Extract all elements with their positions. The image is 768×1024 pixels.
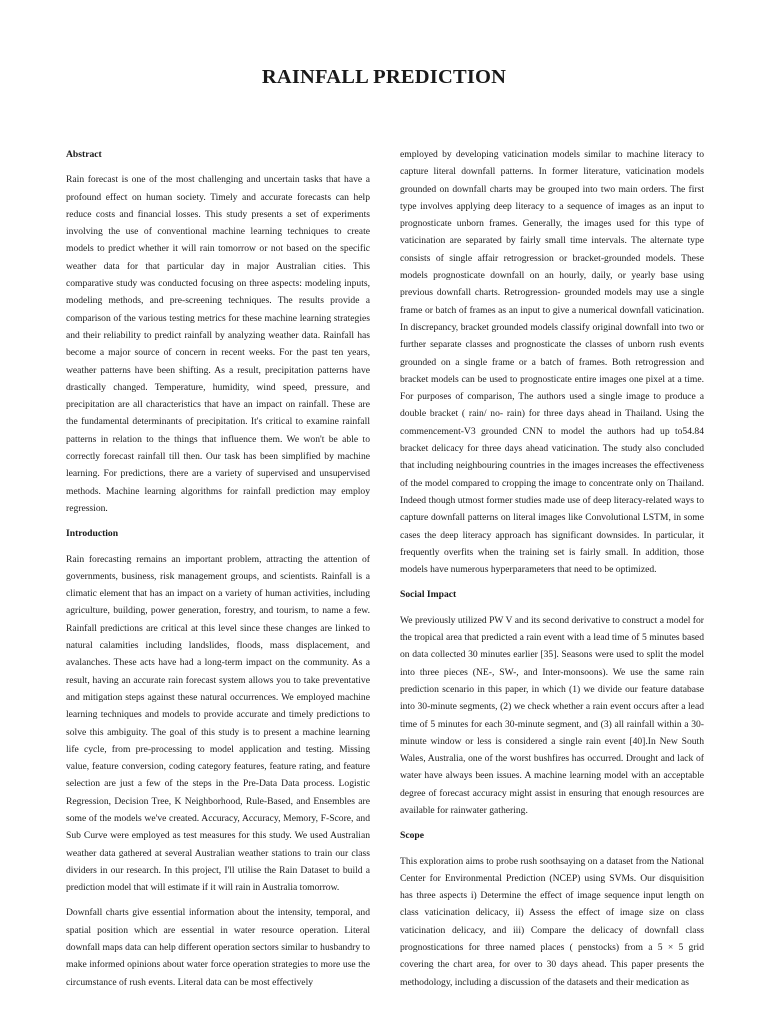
left-column	[66, 146, 370, 999]
social-impact-heading: Social Impact	[400, 589, 457, 601]
scope-text: This exploration aims to probe rush soothsaying on a dataset from the National Center for Environmental Prediction (NCEP) using SVMs. Our disquisition has three aspects i) Determine the effect of image sequence input length on class vaticination delicacy, ii) Assess the effect of image size on class vaticination delicacy, and iii) Compare the delicacy of downfall class prognostications for three named places ( penstocks) from a 5 × 5 grid covering the chart area, for over to 30 days ahead. This paper presents the methodology, including a discussion of the datasets and their medication as	[400, 855, 704, 988]
right-column	[400, 146, 704, 999]
introduction-continued-text: employed by developing vaticination models similar to machine literacy to capture literal downfall patterns. In former literature, vaticination models grounded on downfall charts may be grouped into two main orders. The first type involves applying deep literacy to a sequence of images as an input to prognosticate unborn frames. Generally, the images used for this type of vaticination are separated by fairly small time intervals. The alternate type consists of single affair retrogression or bracket-grounded models. These models prognosticate downfall on an hourly, daily, or yearly base using previous downfall charts. Retrogression- grounded models may use a single frame or batch of frames as an input to give a numerical downfall vaticination. In discrepancy, bracket grounded models classify original downfall into two or further separate classes and prognosticate the classes of unborn rush events grounded on a single frame or a batch of frames. Both retrogression and bracket models can be used to prognosticate entire images one pixel at a time. For purposes of comparison, The authors used a single image to produce a double bracket ( rain/ no- rain) for three days ahead in Thailand. Using the commencement-V3 grounded CNN to model the authors had up to54.84 bracket delicacy for three days ahead vaticination. The study also concluded that including neighbouring countries in the images increases the effectiveness of the model compared to cropping the image to concentrate only on Thailand. Indeed though utmost former studies made use of deep literacy-related ways to capture downfall patterns on literal images like Convolutional LSTM, in some cases the deep literacy approach has significant downsides. In particular, it frequently overfits when the training set is fairly small. In addition, those models have numerous hyperparameters that need to be optimized.	[400, 149, 704, 576]
abstract-heading: Abstract	[66, 149, 102, 160]
abstract-text: Rain forecast is one of the most challenging and uncertain tasks that have a profound effect on human society. Timely and accurate forecasts can help reduce costs and financial losses. This study presents a set of experiments involving the use of conventional machine learning techniques to create models to predict whether it will rain tomorrow or not based on the specific weather data for that particular day in major Australian cities. This comparative study was conducted focusing on three aspects: modeling inputs, modeling methods, and pre-screening techniques. The results provide a comparison of the various testing metrics for these machine learning strategies and their reliability to predict rainfall by analyzing weather data. Rainfall has become a major source of concern in recent weeks. For the past ten years, weather patterns have been shifting. As a result, precipitation patterns have drastically changed. Temperature, humidity, wind speed, pressure, and precipitation are all characteristics that have an impact on rainfall. These are the fundamental determinants of precipitation. It's critical to examine rainfall patterns in relation to the things that influence them. We won't be able to correctly forecast rainfall till then. Our task has been simplified by machine learning. For predictions, there are a variety of supervised and unsupervised methods. Machine learning algorithms for rainfall prediction may employ regression.	[66, 174, 370, 514]
scope-heading: Scope	[400, 830, 424, 842]
introduction-paragraph-2: Downfall charts give essential information about the intensity, temporal, and spatial position which are essential in water resource operation. Literal downfall maps data can help different operation sectors similar to husbandry to make informed opinions about water force operation strategies to more use the circumstance of rush events. Literal data can be most effectively	[66, 907, 370, 988]
social-impact-text: We previously utilized PW V and its second derivative to construct a model for the tropical area that predicted a rain event with a lead time of 5 minutes based on data collected 30 minutes earlier [35]. Seasons were used to split the model into three pieces (NE-, SW-, and Inter-monsoons). We use the same rain prediction scenario in this paper, in which (1) we divide our feature database into 30-minute segments, (2) we check whether a rain event occurs after a lead time of 5 minutes for each 30-minute segment, and (3) all rainfall within a 30-minute window or less is considered a single rain event [40].In New South Wales, Australia, one of the worst bushfires has occurred. Drought and lack of water have always been issues. A machine learning model with an acceptable degree of forecast accuracy might assist in ensuring that enough resources are available for rainwater gathering.	[400, 614, 704, 816]
introduction-paragraph-1: Rain forecasting remains an important problem, attracting the attention of governments, business, risk management groups, and scientists. Rainfall is a climatic element that has an impact on a variety of human activities, including agriculture, building, power generation, forestry, and tourism, to name a few. Rainfall predictions are critical at this level since these changes are linked to natural calamities including landslides, floods, mass displacement, and avalanches. These acts have had a long-term impact on the community. As a result, having an accurate rain forecast system allows you to take preventative and mitigation steps against these natural occurrences. We employed machine learning techniques and models to provide accurate and timely predictions to solve this ambiguity. The goal of this study is to present a machine learning life cycle, from pre-processing to model application and testing. Missing value, feature conversion, coding category features, feature rating, and feature selection are just a few of the steps in the Pre-Data Data process. Logistic Regression, Decision Tree, K Neighborhood, Rule-Based, and Ensembles are some of the models we've created. Accuracy, Accuracy, Memory, F-Score, and Sub Curve were employed as test measures for this study. We used Australian weather data gathered at several Australian weather stations to train our class dividers in our research. In this project, I'll utilise the Rain Dataset to build a prediction model that will estimate if it will rain in Australia tomorrow.	[66, 553, 370, 894]
paper-title: RAINFALL PREDICTION	[261, 66, 507, 88]
introduction-heading: Introduction	[66, 528, 119, 540]
